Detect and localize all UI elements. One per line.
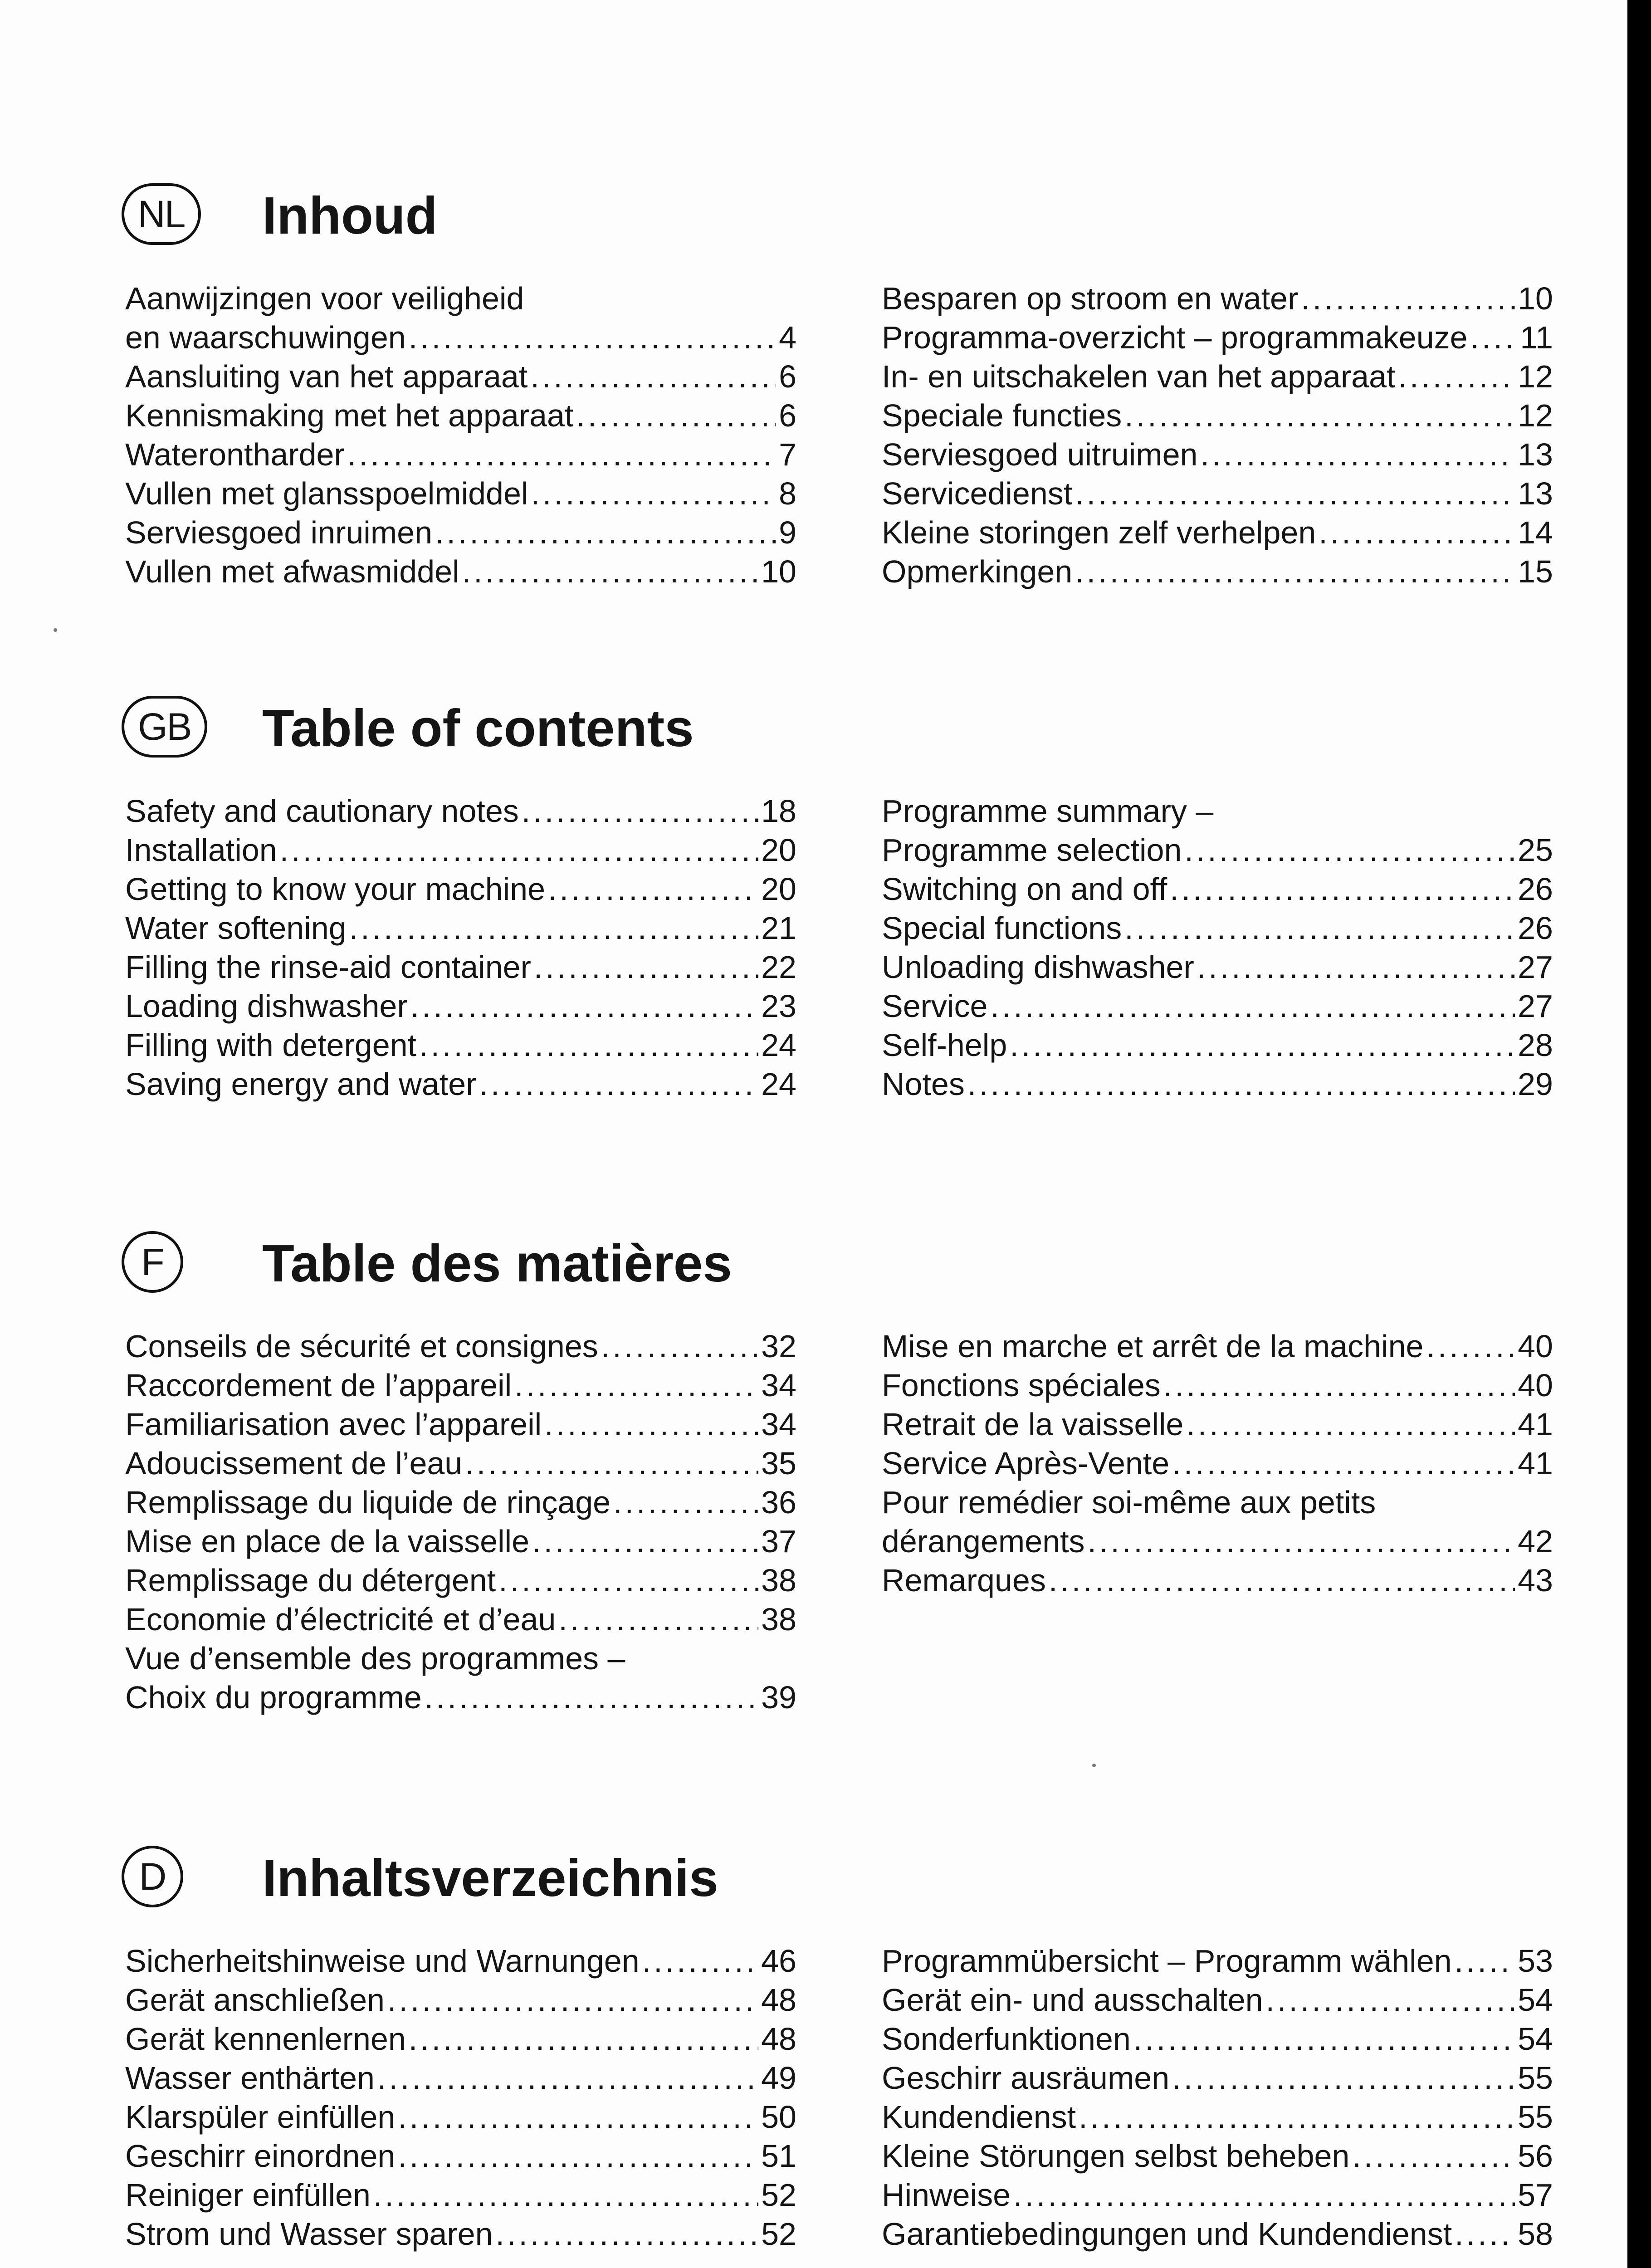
toc-entry-title: Retrait de la vaisselle (882, 1407, 1184, 1442)
toc-entry-page: 7 (779, 437, 796, 472)
toc-entry (882, 357, 1553, 396)
toc-column-right (882, 1941, 1553, 2253)
toc-entry-page: 27 (1518, 988, 1553, 1024)
toc-entry (882, 1327, 1553, 1366)
toc-entry-page: 28 (1518, 1027, 1553, 1063)
toc-entry-title: Kennismaking met het apparaat (125, 398, 574, 433)
dot-leader (532, 1522, 758, 1561)
toc-entry-page: 39 (761, 1680, 796, 1715)
dot-leader (1470, 318, 1518, 357)
dot-leader (613, 1483, 758, 1522)
toc-entry-title: Strom und Wasser sparen (125, 2216, 493, 2252)
toc-entry (125, 948, 796, 987)
toc-entry-title: Special functions (882, 910, 1122, 946)
toc-entry-page: 18 (761, 793, 796, 829)
dot-leader (1013, 2175, 1515, 2214)
toc-entry-title: Mise en place de la vaisselle (125, 1524, 530, 1559)
toc-entry-page: 24 (761, 1066, 796, 1102)
toc-entry-title: Gerät ein- und ausschalten (882, 1982, 1263, 2018)
toc-entry (882, 435, 1553, 474)
toc-entry-title: Aanwijzingen voor veiligheid (125, 281, 524, 316)
toc-entry-page: 32 (761, 1329, 796, 1364)
toc-entry (125, 2136, 796, 2175)
toc-entry-title: Sicherheitshinweise und Warnungen (125, 1943, 640, 1979)
toc-section-gb (122, 689, 1553, 1102)
dot-leader (531, 474, 776, 513)
toc-entry-title: Fonctions spéciales (882, 1368, 1161, 1403)
dot-leader (349, 909, 758, 948)
toc-entry-title: Reiniger einfüllen (125, 2177, 371, 2213)
dot-leader (462, 552, 758, 591)
language-badge-nl: NL (122, 183, 201, 245)
dot-leader (1398, 357, 1515, 396)
dot-leader (530, 357, 776, 396)
toc-column-left (125, 792, 796, 1104)
toc-entry (882, 2097, 1553, 2136)
toc-entry (125, 474, 796, 513)
toc-entry-page: 23 (761, 988, 796, 1024)
toc-entry (882, 987, 1553, 1026)
dot-leader (548, 870, 758, 909)
dot-leader (1049, 1561, 1515, 1600)
toc-entry-title: Vullen met afwasmiddel (125, 554, 459, 589)
toc-entry-title: Water softening (125, 910, 347, 946)
toc-entry (125, 1941, 796, 1980)
toc-entry (125, 1065, 796, 1104)
toc-entry-page: 11 (1520, 320, 1553, 355)
toc-entry-page: 43 (1518, 1563, 1553, 1598)
toc-entry (125, 909, 796, 948)
toc-entry-title: Service Après-Vente (882, 1446, 1170, 1481)
toc-entry-title: Opmerkingen (882, 554, 1073, 589)
toc-entry-page: 48 (761, 1982, 796, 2018)
toc-entry-page: 53 (1518, 1943, 1553, 1979)
dot-leader (1319, 513, 1515, 552)
dot-leader (1079, 2097, 1515, 2136)
section-title: Inhaltsverzeichnis (262, 1848, 718, 1907)
toc-entry-title: Conseils de sécurité et consignes (125, 1329, 598, 1364)
toc-entry-title: Sonderfunktionen (882, 2021, 1131, 2057)
toc-entry-page: 52 (761, 2216, 796, 2252)
dot-leader (280, 831, 758, 870)
toc-entry-title: Aansluiting van het apparaat (125, 359, 528, 394)
dot-leader (642, 1941, 758, 1980)
toc-entry-title: Installation (125, 832, 277, 868)
toc-entry-title: Adoucissement de l’eau (125, 1446, 463, 1481)
toc-entry-title: Remplissage du liquide de rinçage (125, 1485, 611, 1520)
toc-entry-page: 46 (761, 1943, 796, 1979)
toc-entry-page: 26 (1518, 871, 1553, 907)
dot-leader (377, 2058, 758, 2097)
toc-entry (125, 2058, 796, 2097)
toc-entry-page: 58 (1518, 2216, 1553, 2252)
dot-leader (347, 435, 776, 474)
scan-speck (54, 628, 57, 632)
dot-leader (1172, 1444, 1515, 1483)
toc-entry-title: Programme summary – (882, 793, 1214, 829)
section-header (122, 689, 1546, 767)
dot-leader (990, 987, 1515, 1026)
toc-entry-title: Serviesgoed inruimen (125, 515, 433, 550)
toc-section-nl (122, 177, 1553, 589)
toc-entry (125, 396, 796, 435)
toc-entry-page: 25 (1518, 832, 1553, 868)
toc-entry (882, 2214, 1553, 2253)
toc-entry-title: Geschirr einordnen (125, 2138, 396, 2174)
toc-entry-title: Programma-overzicht – programmakeuze (882, 320, 1468, 355)
toc-entry-page: 20 (761, 832, 796, 868)
scan-speck (1092, 1764, 1096, 1767)
dot-leader (1010, 1026, 1515, 1065)
toc-entry-page: 15 (1518, 554, 1553, 589)
dot-leader (409, 2019, 758, 2058)
toc-entry-page: 40 (1518, 1329, 1553, 1364)
toc-entry (125, 1483, 796, 1522)
toc-entry-page: 6 (779, 359, 796, 394)
toc-entry (125, 2019, 796, 2058)
toc-entry-title: Unloading dishwasher (882, 949, 1194, 985)
toc-entry-title: Wasser enthärten (125, 2060, 375, 2096)
toc-entry-title: Geschirr ausräumen (882, 2060, 1170, 2096)
toc-entry-title: Pour remédier soi-même aux petits (882, 1485, 1376, 1520)
dot-leader (1133, 2019, 1515, 2058)
section-title: Table of contents (262, 699, 694, 758)
toc-entry-page: 9 (779, 515, 796, 550)
toc-entry-page: 26 (1518, 910, 1553, 946)
toc-entry-page: 51 (761, 2138, 796, 2174)
toc-entry-title: Service (882, 988, 988, 1024)
toc-entry-title: Garantiebedingungen und Kundendienst (882, 2216, 1452, 2252)
dot-leader (1170, 870, 1515, 909)
toc-entry (125, 318, 796, 357)
toc-entry-page: 24 (761, 1027, 796, 1063)
toc-entry (125, 279, 796, 318)
dot-leader (1455, 2214, 1515, 2253)
toc-entry (125, 552, 796, 591)
toc-entry (882, 2136, 1553, 2175)
toc-entry-title: Switching on and off (882, 871, 1167, 907)
toc-entry (125, 2175, 796, 2214)
toc-entry (882, 1366, 1553, 1405)
dot-leader (479, 1065, 758, 1104)
language-badge-gb: GB (122, 696, 207, 758)
toc-entry (125, 1366, 796, 1405)
dot-leader (967, 1065, 1515, 1104)
dot-leader (1075, 552, 1515, 591)
toc-entry-title: Loading dishwasher (125, 988, 408, 1024)
toc-column-left (125, 1327, 796, 1717)
toc-entry (882, 1980, 1553, 2019)
toc-entry-page: 14 (1518, 515, 1553, 550)
toc-entry-page: 22 (761, 949, 796, 985)
toc-entry-title: Serviesgoed uitruimen (882, 437, 1198, 472)
language-badge-f: F (122, 1231, 183, 1293)
toc-entry-page: 42 (1518, 1524, 1553, 1559)
toc-entry (882, 831, 1553, 870)
toc-entry-page: 35 (761, 1446, 796, 1481)
toc-entry-page: 38 (761, 1602, 796, 1637)
dot-leader (1352, 2136, 1515, 2175)
toc-entry (125, 870, 796, 909)
toc-entry-page: 13 (1518, 476, 1553, 511)
dot-leader (387, 1980, 758, 2019)
dot-leader (410, 987, 758, 1026)
toc-entry (125, 1522, 796, 1561)
toc-entry (882, 1405, 1553, 1444)
toc-entry (125, 1327, 796, 1366)
dot-leader (544, 1405, 758, 1444)
toc-entry-title: Klarspüler einfüllen (125, 2099, 396, 2135)
toc-entry-page: 36 (761, 1485, 796, 1520)
toc-entry-title: Filling with detergent (125, 1027, 416, 1063)
toc-entry-page: 37 (761, 1524, 796, 1559)
toc-entry-title: Programmübersicht – Programm wählen (882, 1943, 1452, 1979)
toc-entry-page: 38 (761, 1563, 796, 1598)
section-header (122, 177, 1546, 254)
toc-entry (125, 987, 796, 1026)
toc-entry-page: 48 (761, 2021, 796, 2057)
toc-entry (882, 948, 1553, 987)
dot-leader (514, 1366, 758, 1405)
toc-entry-title: Familiarisation avec l’appareil (125, 1407, 542, 1442)
dot-leader (534, 948, 758, 987)
toc-entry-page: 20 (761, 871, 796, 907)
toc-column-right (882, 1327, 1553, 1600)
toc-entry-title: Gerät kennenlernen (125, 2021, 406, 2057)
dot-leader (576, 396, 776, 435)
toc-entry (882, 474, 1553, 513)
toc-entry-page: 54 (1518, 2021, 1553, 2057)
toc-entry (125, 792, 796, 831)
toc-entry (882, 1444, 1553, 1483)
toc-entry-title: Safety and cautionary notes (125, 793, 519, 829)
toc-entry-title: Hinweise (882, 2177, 1011, 2213)
toc-entry-title: Filling the rinse-aid container (125, 949, 531, 985)
toc-entry (882, 1065, 1553, 1104)
toc-entry-title: Programme selection (882, 832, 1182, 868)
dot-leader (1124, 909, 1515, 948)
dot-leader (1200, 435, 1515, 474)
section-title: Inhoud (262, 186, 438, 245)
dot-leader (558, 1600, 758, 1639)
dot-leader (1075, 474, 1515, 513)
section-header (122, 1839, 1546, 1916)
toc-entry-title: Raccordement de l’appareil (125, 1368, 512, 1403)
toc-entry-page: 12 (1518, 398, 1553, 433)
toc-entry-page: 54 (1518, 1982, 1553, 2018)
toc-entry (882, 1522, 1553, 1561)
toc-entry (125, 1639, 796, 1678)
toc-entry-title: Gerät anschließen (125, 1982, 385, 2018)
toc-entry (125, 1444, 796, 1483)
toc-entry-page: 13 (1518, 437, 1553, 472)
toc-entry (882, 279, 1553, 318)
toc-entry (882, 513, 1553, 552)
toc-entry-page: 34 (761, 1368, 796, 1403)
toc-entry-page: 21 (761, 910, 796, 946)
toc-entry (125, 513, 796, 552)
toc-entry-title: Vullen met glansspoelmiddel (125, 476, 528, 511)
toc-entry (882, 870, 1553, 909)
dot-leader (601, 1327, 758, 1366)
toc-entry-page: 6 (779, 398, 796, 433)
toc-entry (125, 435, 796, 474)
toc-entry-title: Kundendienst (882, 2099, 1076, 2135)
toc-entry-title: Notes (882, 1066, 965, 1102)
toc-entry-page: 50 (761, 2099, 796, 2135)
toc-entry (125, 831, 796, 870)
language-badge-d: D (122, 1846, 183, 1907)
toc-entry-title: Kleine storingen zelf verhelpen (882, 515, 1316, 550)
toc-entry-title: Mise en marche et arrêt de la machine (882, 1329, 1424, 1364)
toc-column-left (125, 279, 796, 591)
toc-entry-page: 55 (1518, 2060, 1553, 2096)
toc-entry (882, 2019, 1553, 2058)
toc-entry (882, 909, 1553, 948)
dot-leader (498, 1561, 758, 1600)
toc-entry-page: 4 (779, 320, 796, 355)
toc-entry (882, 318, 1553, 357)
toc-entry-title: Getting to know your machine (125, 871, 546, 907)
toc-entry (125, 357, 796, 396)
dot-leader (1172, 2058, 1515, 2097)
toc-entry-title: In- en uitschakelen van het apparaat (882, 359, 1396, 394)
dot-leader (1186, 1405, 1515, 1444)
dot-leader (522, 792, 758, 831)
toc-section-f (122, 1225, 1553, 1715)
toc-entry-page: 57 (1518, 2177, 1553, 2213)
toc-entry-page: 8 (779, 476, 796, 511)
toc-entry-page: 41 (1518, 1446, 1553, 1481)
dot-leader (435, 513, 776, 552)
dot-leader (373, 2175, 758, 2214)
toc-entry (882, 2175, 1553, 2214)
toc-entry-title: Remplissage du détergent (125, 1563, 496, 1598)
dot-leader (465, 1444, 758, 1483)
toc-entry (882, 1026, 1553, 1065)
dot-leader (1124, 396, 1515, 435)
toc-entry-title: Self-help (882, 1027, 1007, 1063)
toc-entry-page: 27 (1518, 949, 1553, 985)
toc-entry-title: Remarques (882, 1563, 1046, 1598)
toc-entry (882, 1941, 1553, 1980)
toc-entry (125, 1600, 796, 1639)
dot-leader (419, 1026, 758, 1065)
toc-entry (882, 792, 1553, 831)
toc-entry-page: 52 (761, 2177, 796, 2213)
section-header (122, 1225, 1546, 1302)
toc-entry (125, 1026, 796, 1065)
dot-leader (1088, 1522, 1515, 1561)
toc-entry-title: Vue d’ensemble des programmes – (125, 1641, 625, 1676)
toc-entry-title: Economie d’électricité et d’eau (125, 1602, 556, 1637)
toc-column-left (125, 1941, 796, 2253)
toc-entry (125, 1405, 796, 1444)
toc-entry-title: Choix du programme (125, 1680, 422, 1715)
toc-entry (882, 396, 1553, 435)
dot-leader (1184, 831, 1515, 870)
toc-entry-page: 10 (1518, 281, 1553, 316)
toc-entry (882, 1483, 1553, 1522)
toc-entry-page: 10 (761, 554, 796, 589)
toc-entry-page: 49 (761, 2060, 796, 2096)
toc-entry (882, 1561, 1553, 1600)
toc-entry-page: 40 (1518, 1368, 1553, 1403)
dot-leader (1197, 948, 1515, 987)
toc-entry-title: Servicedienst (882, 476, 1073, 511)
dot-leader (1426, 1327, 1515, 1366)
toc-entry-title: Kleine Störungen selbst beheben (882, 2138, 1350, 2174)
dot-leader (398, 2097, 758, 2136)
dot-leader (496, 2214, 759, 2253)
toc-entry-title: Besparen op stroom en water (882, 281, 1299, 316)
toc-entry (125, 1561, 796, 1600)
toc-entry (882, 552, 1553, 591)
dot-leader (1266, 1980, 1515, 2019)
dot-leader (409, 318, 776, 357)
toc-entry-title: dérangements (882, 1524, 1085, 1559)
toc-entry-page: 34 (761, 1407, 796, 1442)
toc-entry-title: Saving energy and water (125, 1066, 477, 1102)
toc-entry-title: en waarschuwingen (125, 320, 406, 355)
toc-entry-title: Waterontharder (125, 437, 345, 472)
toc-column-right (882, 279, 1553, 591)
toc-entry-title: Speciale functies (882, 398, 1122, 433)
section-title: Table des matières (262, 1234, 732, 1293)
toc-entry (125, 2097, 796, 2136)
toc-entry-page: 55 (1518, 2099, 1553, 2135)
dot-leader (398, 2136, 758, 2175)
toc-entry-page: 12 (1518, 359, 1553, 394)
toc-entry-page: 29 (1518, 1066, 1553, 1102)
toc-entry (125, 1980, 796, 2019)
toc-entry-page: 41 (1518, 1407, 1553, 1442)
toc-section-d (122, 1839, 1553, 2252)
toc-entry (125, 2214, 796, 2253)
toc-column-right (882, 792, 1553, 1104)
dot-leader (1163, 1366, 1515, 1405)
toc-entry-page: 56 (1518, 2138, 1553, 2174)
toc-entry (125, 1678, 796, 1717)
dot-leader (1455, 1941, 1515, 1980)
dot-leader (425, 1678, 759, 1717)
toc-entry (882, 2058, 1553, 2097)
dot-leader (1301, 279, 1515, 318)
